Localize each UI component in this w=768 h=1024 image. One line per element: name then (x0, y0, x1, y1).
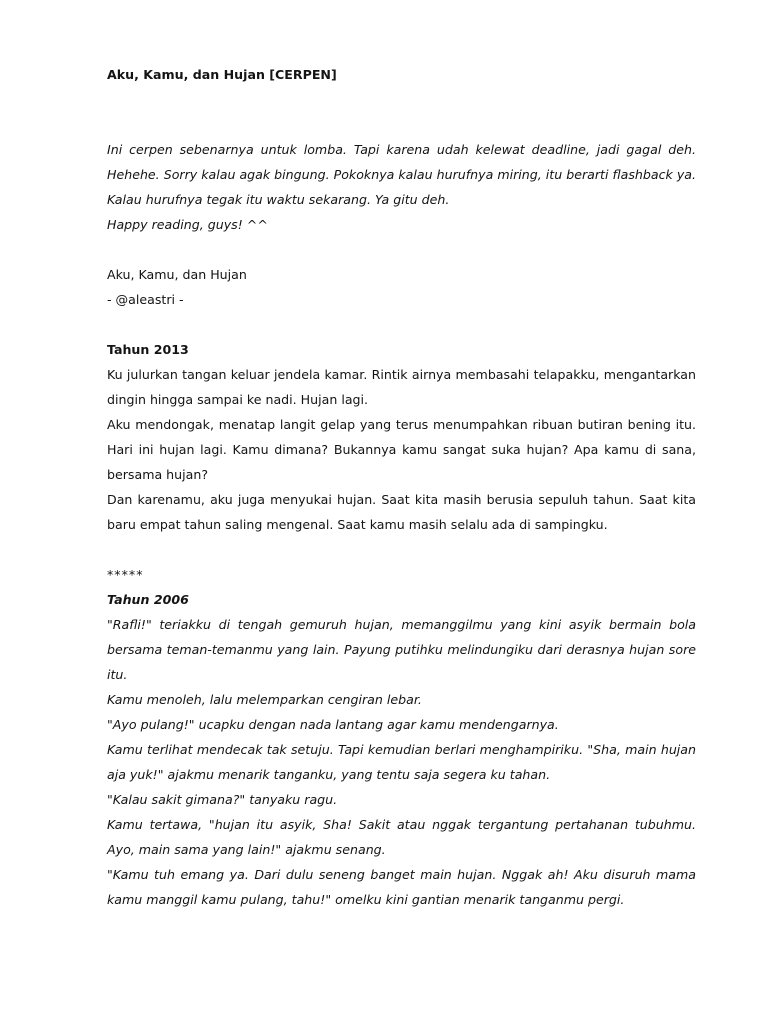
section-heading-2006: Tahun 2006 (107, 592, 189, 607)
paragraph-2006-7: "Kamu tuh emang ya. Dari dulu seneng banget main hujan. Nggak ah! Aku disuruh mama kamu manggil kamu pulang, tahu!" omelku kini gantian menarik tanganmu pergi. (107, 867, 696, 907)
paragraph-2006-5: "Kalau sakit gimana?" tanyaku ragu. (107, 792, 338, 807)
paragraph-2006-3: "Ayo pulang!" ucapku dengan nada lantang agar kamu mendengarnya. (107, 717, 559, 732)
paragraph-2006-4: Kamu terlihat mendecak tak setuju. Tapi kemudian berlari menghampiriku. "Sha, main hujan aja yuk!" ajakmu menarik tanganku, yang tentu saja segera ku tahan. (107, 742, 696, 782)
intro-paragraph: Ini cerpen sebenarnya untuk lomba. Tapi karena udah kelewat deadline, jadi gagal deh. Hehehe. Sorry kalau agak bingung. Pokoknya kalau hurufnya miring, itu berarti flashback ya. Kalau hurufnya tegak itu waktu sekarang. Ya gitu deh. (107, 142, 696, 207)
story-title: Aku, Kamu, dan Hujan (107, 267, 247, 282)
story-author: - @aleastri - (107, 292, 184, 307)
document-page (107, 62, 696, 912)
paragraph-2006-1: "Rafli!" teriakku di tengah gemuruh hujan, memanggilmu yang kini asyik bermain bola bersama teman-temanmu yang lain. Payung putihku melindungiku dari derasnya hujan sore itu. (107, 617, 696, 682)
spacer (107, 237, 696, 262)
paragraph-2013-3: Dan karenamu, aku juga menyukai hujan. Saat kita masih berusia sepuluh tahun. Saat kita baru empat tahun saling mengenal. Saat kamu masih selalu ada di sampingku. (107, 492, 696, 532)
paragraph-2006-2: Kamu menoleh, lalu melemparkan cengiran lebar. (107, 692, 422, 707)
spacer (107, 87, 696, 137)
spacer (107, 312, 696, 337)
section-separator: ***** (107, 567, 144, 582)
intro-greeting: Happy reading, guys! ^^ (107, 217, 268, 232)
paragraph-2013-1: Ku julurkan tangan keluar jendela kamar. Rintik airnya membasahi telapakku, mengantarkan dingin hingga sampai ke nadi. Hujan lagi. (107, 367, 696, 407)
spacer (107, 537, 696, 562)
paragraph-2006-6: Kamu tertawa, "hujan itu asyik, Sha! Sakit atau nggak tergantung pertahanan tubuhmu. Ayo, main sama yang lain!" ajakmu senang. (107, 817, 696, 857)
paragraph-2013-2: Aku mendongak, menatap langit gelap yang terus menumpahkan ribuan butiran bening itu. Hari ini hujan lagi. Kamu dimana? Bukannya kamu sangat suka hujan? Apa kamu di sana, bersama hujan? (107, 417, 696, 482)
document-title: Aku, Kamu, dan Hujan [CERPEN] (107, 67, 337, 82)
section-heading-2013: Tahun 2013 (107, 342, 189, 357)
